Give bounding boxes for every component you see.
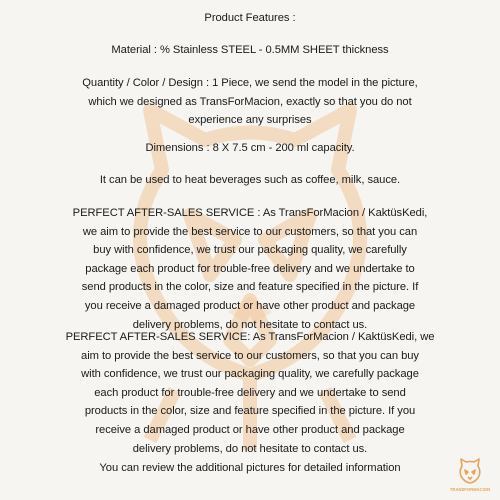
after-sales-paragraph-1 <box>0 204 500 334</box>
service-2-line-1: PERFECT AFTER-SALES SERVICE: As TransForMacion / KaktüsKedi, we <box>65 331 435 343</box>
transformacion-logo-icon <box>450 454 490 494</box>
quantity-paragraph <box>0 74 500 130</box>
service-1-line-4: package each product for trouble-free delivery and we undertake to <box>85 262 415 275</box>
service-2-line-6: receive a damaged product or have other product and package <box>95 423 405 436</box>
service-2-line-5: products in the color, size and feature specified in the picture. If you <box>84 405 416 418</box>
service-1-line-2: we aim to provide the best service to our customers, so that you can <box>82 225 418 238</box>
after-sales-paragraph-2 <box>0 328 500 458</box>
heading: Product Features : <box>204 12 296 24</box>
quantity-line-3: experience any surprises <box>188 114 312 127</box>
usage-line: It can be used to heat beverages such as coffee, milk, sauce. <box>99 174 401 186</box>
footer-note: You can review the additional pictures for detailed information <box>99 462 401 474</box>
service-1-line-5: send products in the color, size and feature specified in the picture. If <box>81 281 419 294</box>
service-2-line-2: aim to provide the best service to our customers, so that you can buy <box>81 349 419 362</box>
quantity-line-2: which we designed as TransForMacion, exactly so that you do not <box>88 95 412 108</box>
svg-text:TRANSFORMACION: TRANSFORMACION <box>450 487 490 492</box>
material-line: Material : % Stainless STEEL - 0.5MM SHEET thickness <box>111 44 389 56</box>
service-2-line-3: with confidence, we trust our packaging quality, we carefully package <box>81 368 419 381</box>
service-1-line-3: buy with confidence, we trust our packaging quality, we carefully <box>93 244 407 257</box>
service-2-line-4: each product for trouble-free delivery and we undertake to send <box>94 386 406 399</box>
dimensions-line: Dimensions : 8 X 7.5 cm - 200 ml capacity. <box>145 142 355 154</box>
quantity-line-1: Quantity / Color / Design : 1 Piece, we send the model in the picture, <box>82 77 418 89</box>
service-1-line-1: PERFECT AFTER-SALES SERVICE : As TransForMacion / KaktüsKedi, <box>72 207 428 219</box>
service-1-line-6: you receive a damaged product or have other product and package <box>84 299 416 312</box>
service-2-line-7: delivery problems, do not hesitate to contact us. <box>132 442 368 455</box>
service-1-line-7: delivery problems, do not hesitate to contact us. <box>132 318 368 331</box>
